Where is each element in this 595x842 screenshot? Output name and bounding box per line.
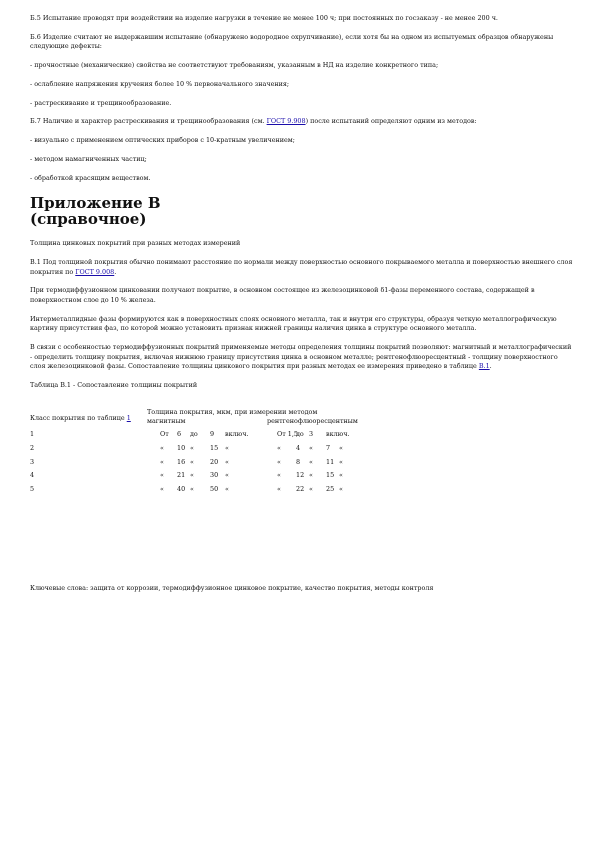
table-cell-magnetic: « (225, 484, 229, 493)
gost-9-008-link[interactable]: ГОСТ 9.008 (75, 267, 115, 276)
table-cell-xrf: 8 (296, 457, 301, 466)
table-cell-xrf: 25 (326, 484, 335, 493)
table-cell-class: 5 (30, 484, 35, 493)
table-cell-magnetic: 9 (210, 430, 215, 439)
table-cell-xrf: « (309, 484, 313, 493)
table-cell-xrf: « (277, 471, 281, 480)
table-cell-xrf: « (309, 471, 313, 480)
table-cell-magnetic: 30 (210, 471, 219, 480)
table-cell-magnetic: « (190, 484, 194, 493)
paragraph-b7: Б.7 Наличие и характер растрескивания и трещинообразования (см. ГОСТ 9.908) после испытаний определяют одним из методов: (30, 117, 477, 126)
appendix-title: Приложение В (справочное) (30, 194, 161, 229)
comparison-table (30, 404, 575, 493)
table-cell-xrf: « (277, 484, 281, 493)
method-visual: - визуально с применением оптических приборов с 10-кратным увеличением; (30, 136, 295, 145)
table-cell-magnetic: 50 (210, 484, 219, 493)
table-cell-magnetic: 15 (210, 443, 219, 452)
table-cell-xrf: « (339, 484, 343, 493)
bullet-cracking: - растрескивание и трещинообразование. (30, 98, 172, 107)
paragraph-intermetallic: Интерметаллидные фазы формируются как в поверхностных слоях основного металла, так и внутри его структуры, образуя четкую металлографическую картину присутствия фаз, по которой можно установить признак нижней границы наличия цинка в структуре основного металла. (30, 314, 557, 333)
table-subheader-xrf: рентгенофлюоресцентным (267, 417, 358, 426)
table-cell-magnetic: 20 (210, 457, 219, 466)
table-cell-magnetic: 16 (177, 457, 186, 466)
paragraph-thermodiffusion: При термодиффузионном цинковании получают покрытие, в основном состоящее из железоцинковой δ1-фазы переменного состава, содержащей в поверхностном слое до 10 % железа. (30, 286, 535, 304)
table-cell-xrf: « (309, 443, 313, 452)
table-cell-class: 2 (30, 443, 35, 452)
document-page (30, 14, 575, 493)
table-cell-xrf: « (339, 471, 343, 480)
table-cell-magnetic: « (225, 443, 229, 452)
table-cell-magnetic: « (190, 443, 194, 452)
table-cell-magnetic: « (160, 471, 164, 480)
table-cell-xrf: « (277, 443, 281, 452)
table-cell-xrf: « (277, 457, 281, 466)
table-cell-magnetic: 10 (177, 443, 186, 452)
keywords: Ключевые слова: защита от коррозии, термодиффузионное цинковое покрытие, качество покрытия, методы контроля (30, 584, 434, 592)
paragraph-methods: В связи с особенностью термодиффузионных покрытий применяемые методы определения толщины покрытий позволяют: магнитный и металлографический - определить толщину покрытия, включая нижнюю границу присутствия цинка в основном металле; рентгенофлюоресцентный - толщину поверхностного слоя железоцинковой фазы. Сопоставление толщины цинкового покрытия при разных методах ее измерения приведено в таблице В.1. (30, 343, 572, 371)
paragraph-v1: В.1 Под толщиной покрытия обычно понимают расстояние по нормали между поверхностью основного покрываемого металла и поверхностью внешнего слоя покрытия по ГОСТ 9.008. (30, 258, 573, 276)
table-cell-xrf: 7 (326, 443, 331, 452)
table-cell-xrf: 15 (326, 471, 335, 480)
table-cell-magnetic: « (160, 484, 164, 493)
table-cell-xrf: « (309, 457, 313, 466)
table-cell-magnetic: 6 (177, 430, 182, 439)
table-subheader-magnetic: магнитным (147, 417, 186, 426)
table-cell-class: 3 (30, 457, 35, 466)
table-cell-magnetic: включ. (225, 430, 249, 439)
table-cell-magnetic: « (160, 443, 164, 452)
method-dye: - обработкой красящим веществом. (30, 173, 151, 182)
table-col1-header: Класс покрытия по таблице 1 (30, 414, 131, 423)
table-cell-xrf: От 1,5 (277, 430, 298, 439)
method-magnetic: - методом намагниченных частиц; (30, 155, 147, 164)
table-cell-xrf: 4 (296, 443, 301, 452)
table-v1-link[interactable]: В.1 (478, 362, 490, 371)
table-cell-xrf: до (296, 430, 304, 439)
paragraph-b6: Б.6 Изделие считают не выдержавшим испытание (обнаружено водородное охрупчивание), если хотя бы на одном из испытуемых образцов обнаружены следующие дефекты: (30, 32, 554, 51)
table-cell-magnetic: 21 (177, 471, 186, 480)
table-cell-magnetic: « (225, 457, 229, 466)
table-cell-magnetic: От (160, 430, 169, 439)
table-cell-xrf: 11 (326, 457, 335, 466)
table-cell-magnetic: « (190, 471, 194, 480)
table-cell-xrf: « (339, 443, 343, 452)
table-cell-magnetic: 40 (177, 484, 186, 493)
paragraph-b5: Б.5 Испытание проводят при воздействии на изделие нагрузки в течение не менее 100 ч; при постоянных по госзаказу - не менее 200 ч. (30, 14, 498, 22)
table-cell-magnetic: до (190, 430, 198, 439)
table-cell-xrf: « (339, 457, 343, 466)
table-cell-xrf: включ. (326, 430, 350, 439)
table-cell-class: 1 (30, 430, 35, 439)
bullet-torsion: - ослабление напряжения кручения более 10 % первоначального значения; (30, 79, 290, 88)
table-cell-xrf: 3 (309, 430, 314, 439)
table-cell-magnetic: « (225, 471, 229, 480)
appendix-subtitle: Толщина цинковых покрытий при разных методах измерений (30, 239, 241, 248)
table-group-header: Толщина покрытия, мкм, при измерении методом (147, 408, 318, 417)
table-cell-class: 4 (30, 471, 35, 480)
bullet-strength: - прочностные (механические) свойства не соответствуют требованиям, указанным в НД на изделие конкретного типа; (30, 61, 439, 70)
table-caption: Таблица В.1 - Сопоставление толщины покрытий (30, 380, 198, 389)
table-cell-magnetic: « (190, 457, 194, 466)
table-cell-xrf: 22 (296, 484, 305, 493)
gost-9-908-link[interactable]: ГОСТ 9.908 (266, 117, 306, 126)
table-cell-xrf: 12 (296, 471, 305, 480)
table-cell-magnetic: « (160, 457, 164, 466)
table-1-link[interactable]: 1 (126, 414, 131, 423)
